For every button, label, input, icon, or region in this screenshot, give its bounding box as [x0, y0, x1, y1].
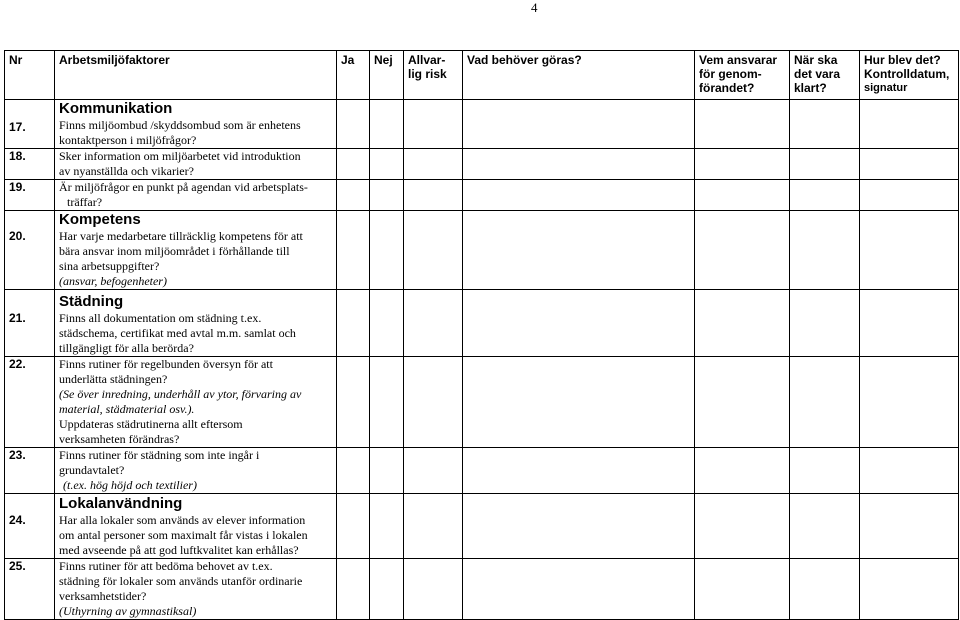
header-nar-line-2: det vara [794, 67, 841, 81]
ja-cell[interactable] [337, 448, 370, 494]
responsible-cell[interactable] [695, 149, 790, 180]
question-line: Har alla lokaler som används av elever information [59, 513, 306, 527]
nej-cell[interactable] [370, 290, 404, 357]
ja-cell[interactable] [337, 180, 370, 211]
header-hur-line-1: Hur blev det? [864, 53, 941, 67]
risk-cell[interactable] [404, 180, 463, 211]
responsible-cell[interactable] [695, 180, 790, 211]
followup-cell[interactable] [860, 180, 959, 211]
question-cell [55, 494, 337, 559]
question-line: Finns miljöombud /skyddsombud som är enhetens [59, 118, 301, 132]
followup-cell[interactable] [860, 494, 959, 559]
header-hur-line-2: Kontrolldatum, [864, 67, 950, 81]
question-line: (Se över inredning, underhåll av ytor, förvaring av [59, 387, 302, 401]
nej-cell[interactable] [370, 448, 404, 494]
table-row [5, 149, 959, 180]
question-line: underlätta städningen? [59, 372, 168, 386]
ja-cell[interactable] [337, 357, 370, 448]
deadline-cell[interactable] [790, 180, 860, 211]
row-number: 22. [5, 357, 55, 448]
header-nr: Nr [5, 51, 55, 100]
question-line: Uppdateras städrutinerna allt eftersom [59, 417, 243, 431]
table-row [5, 448, 959, 494]
header-nej: Nej [370, 51, 404, 100]
question-line: verksamheten förändras? [59, 432, 180, 446]
nej-cell[interactable] [370, 559, 404, 620]
responsible-cell[interactable] [695, 357, 790, 448]
question-cell [55, 100, 337, 149]
page-number: 4 [531, 0, 538, 15]
followup-cell[interactable] [860, 448, 959, 494]
question-line: material, städmaterial osv.). [59, 402, 195, 416]
nej-cell[interactable] [370, 357, 404, 448]
row-number: 18. [5, 149, 55, 180]
deadline-cell[interactable] [790, 448, 860, 494]
question-line: städning för lokaler som används utanför ordinarie [59, 574, 303, 588]
question-line: Har varje medarbetare tillräcklig kompetens för att [59, 229, 303, 243]
table-row [5, 211, 959, 290]
question-cell [55, 149, 337, 180]
question-cell [55, 559, 337, 620]
followup-cell[interactable] [860, 100, 959, 149]
table-row [5, 559, 959, 620]
followup-cell[interactable] [860, 290, 959, 357]
table-row [5, 494, 959, 559]
action-cell[interactable] [463, 149, 695, 180]
deadline-cell[interactable] [790, 149, 860, 180]
risk-cell[interactable] [404, 494, 463, 559]
row-number: 25. [5, 559, 55, 620]
question-line: Finns rutiner för städning som inte ingår i [59, 448, 260, 462]
responsible-cell[interactable] [695, 494, 790, 559]
question-line: kontaktperson i miljöfrågor? [59, 133, 197, 147]
action-cell[interactable] [463, 180, 695, 211]
question-cell [55, 211, 337, 290]
question-line: (ansvar, befogenheter) [59, 274, 167, 288]
deadline-cell[interactable] [790, 494, 860, 559]
question-line: verksamhetstider? [59, 589, 147, 603]
risk-cell[interactable] [404, 290, 463, 357]
table-row [5, 100, 959, 149]
nej-cell[interactable] [370, 180, 404, 211]
deadline-cell[interactable] [790, 559, 860, 620]
question-line: grundavtalet? [59, 463, 125, 477]
deadline-cell[interactable] [790, 100, 860, 149]
question-line: Finns all dokumentation om städning t.ex. [59, 311, 262, 325]
question-line: tillgängligt för alla berörda? [59, 341, 194, 355]
action-cell[interactable] [463, 211, 695, 290]
followup-cell[interactable] [860, 357, 959, 448]
header-nar-line-1: När ska [794, 53, 838, 67]
header-nar-line-3: klart? [794, 81, 827, 95]
action-cell[interactable] [463, 100, 695, 149]
followup-cell[interactable] [860, 211, 959, 290]
ja-cell[interactable] [337, 149, 370, 180]
deadline-cell[interactable] [790, 211, 860, 290]
section-heading-stadning: Städning [59, 293, 124, 310]
risk-cell[interactable] [404, 357, 463, 448]
row-number: 17. [5, 100, 55, 149]
question-line: Finns rutiner för regelbunden översyn för att [59, 357, 273, 371]
question-line: med avseende på att god luftkvalitet kan erhållas? [59, 543, 299, 557]
responsible-cell[interactable] [695, 290, 790, 357]
header-vem-ansvarar [695, 51, 790, 100]
header-vad-behover-goras: Vad behöver göras? [463, 51, 695, 100]
table-row [5, 180, 959, 211]
action-cell[interactable] [463, 494, 695, 559]
risk-cell[interactable] [404, 448, 463, 494]
responsible-cell[interactable] [695, 448, 790, 494]
work-environment-checklist-table [4, 50, 959, 620]
risk-cell[interactable] [404, 149, 463, 180]
question-cell [55, 448, 337, 494]
row-number: 23. [5, 448, 55, 494]
question-line: (t.ex. hög höjd och textilier) [63, 478, 197, 492]
header-vem-line-3: förandet? [699, 81, 755, 95]
header-hur-blev-det [860, 51, 959, 100]
nej-cell[interactable] [370, 494, 404, 559]
action-cell[interactable] [463, 559, 695, 620]
nej-cell[interactable] [370, 100, 404, 149]
responsible-cell[interactable] [695, 211, 790, 290]
action-cell[interactable] [463, 448, 695, 494]
header-factors: Arbetsmiljöfaktorer [55, 51, 337, 100]
risk-cell[interactable] [404, 100, 463, 149]
question-line: bära ansvar inom miljöområdet i förhållande till [59, 244, 290, 258]
responsible-cell[interactable] [695, 100, 790, 149]
ja-cell[interactable] [337, 559, 370, 620]
question-cell [55, 290, 337, 357]
deadline-cell[interactable] [790, 290, 860, 357]
row-number: 19. [5, 180, 55, 211]
question-line: om antal personer som maximalt får vistas i lokalen [59, 528, 308, 542]
table-row [5, 357, 959, 448]
row-number: 21. [5, 290, 55, 357]
nej-cell[interactable] [370, 149, 404, 180]
question-line: städschema, certifikat med avtal m.m. samlat och [59, 326, 296, 340]
ja-cell[interactable] [337, 494, 370, 559]
action-cell[interactable] [463, 357, 695, 448]
section-heading-kompetens: Kompetens [59, 211, 141, 228]
section-heading-lokalanvandning: Lokalanvändning [59, 495, 183, 512]
question-cell [55, 357, 337, 448]
question-line: Är miljöfrågor en punkt på agendan vid arbetsplats- [59, 180, 308, 194]
action-cell[interactable] [463, 290, 695, 357]
section-heading-kommunikation: Kommunikation [59, 100, 173, 117]
question-line: av nyanställda och vikarier? [59, 164, 194, 178]
question-cell [55, 180, 337, 211]
header-allvarlig-line-2: lig risk [408, 67, 447, 81]
ja-cell[interactable] [337, 211, 370, 290]
risk-cell[interactable] [404, 211, 463, 290]
table-row [5, 290, 959, 357]
question-line: Finns rutiner för att bedöma behovet av t.ex. [59, 559, 273, 573]
header-allvarlig-line-1: Allvar- [408, 53, 446, 67]
header-allvarlig-risk [404, 51, 463, 100]
risk-cell[interactable] [404, 559, 463, 620]
followup-cell[interactable] [860, 149, 959, 180]
header-row [5, 51, 959, 100]
header-nar-klart [790, 51, 860, 100]
question-line: Sker information om miljöarbetet vid introduktion [59, 149, 301, 163]
deadline-cell[interactable] [790, 357, 860, 448]
question-line: (Uthyrning av gymnastiksal) [59, 604, 197, 618]
header-vem-line-2: för genom- [699, 67, 762, 81]
header-hur-line-3: signatur [864, 82, 908, 94]
header-ja: Ja [337, 51, 370, 100]
question-line: träffar? [67, 195, 103, 209]
ja-cell[interactable] [337, 100, 370, 149]
row-number: 20. [5, 211, 55, 290]
nej-cell[interactable] [370, 211, 404, 290]
question-line: sina arbetsuppgifter? [59, 259, 160, 273]
followup-cell[interactable] [860, 559, 959, 620]
header-vem-line-1: Vem ansvarar [699, 53, 778, 67]
row-number: 24. [5, 494, 55, 559]
responsible-cell[interactable] [695, 559, 790, 620]
ja-cell[interactable] [337, 290, 370, 357]
